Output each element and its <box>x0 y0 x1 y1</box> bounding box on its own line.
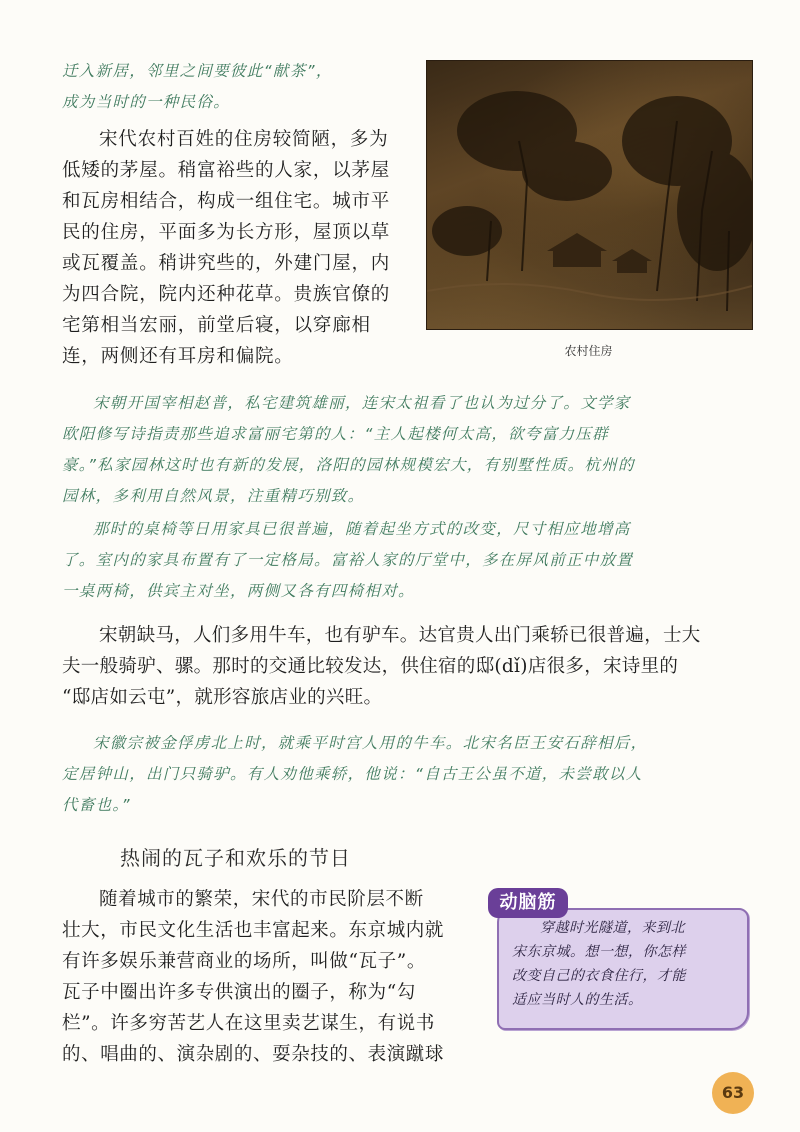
housing-line: 或瓦覆盖。稍讲究些的，外建门屋，内 <box>62 253 391 274</box>
note-line: 宋朝开国宰相赵普，私宅建筑雄丽，连宋太祖看了也认为过分了。文学家 <box>93 394 631 412</box>
note-mansion <box>62 388 752 512</box>
entertainment-line: 有许多娱乐兼营商业的场所，叫做“瓦子”。 <box>62 951 426 972</box>
landscape-painting-icon <box>427 61 752 329</box>
transport-line: 夫一般骑驴、骡。那时的交通比较发达，供住宿的邸(dǐ)店很多，宋诗里的 <box>62 656 679 677</box>
housing-line: 为四合院，院内还种花草。贵族官僚的 <box>62 284 391 305</box>
note-line: 豪。”私家园林这时也有新的发展，洛阳的园林规模宏大，有别墅性质。杭州的 <box>62 456 635 474</box>
transport-paragraph <box>62 620 762 713</box>
note-line: 那时的桌椅等日用家具已很普遍，随着起坐方式的改变，尺寸相应地增高 <box>93 520 631 538</box>
brain-teaser-text <box>512 916 734 1012</box>
teaser-line: 穿越时光隧道，来到北 <box>540 920 685 936</box>
landscape-painting-image <box>426 60 753 330</box>
section-title: 热闹的瓦子和欢乐的节日 <box>120 846 351 870</box>
page-number: 63 <box>712 1072 754 1114</box>
teaser-line: 宋东京城。想一想，你怎样 <box>512 944 686 960</box>
housing-line: 连，两侧还有耳房和偏院。 <box>62 346 294 367</box>
note-line: 园林，多利用自然风景，注重精巧别致。 <box>62 487 365 505</box>
brain-teaser-label: 动脑筋 <box>488 888 568 918</box>
entertainment-line: 随着城市的繁荣，宋代的市民阶层不断 <box>99 889 424 910</box>
entertainment-line: 瓦子中圈出许多专供演出的圈子，称为“勾 <box>62 982 416 1003</box>
note-furniture <box>62 514 752 607</box>
teaser-line: 改变自己的衣食住行，才能 <box>512 968 686 984</box>
housing-line: 和瓦房相结合，构成一组住宅。城市平 <box>62 191 391 212</box>
note-line: 宋徽宗被金俘虏北上时，就乘平时宫人用的牛车。北宋名臣王安石辞相后， <box>93 734 648 752</box>
entertainment-line: 壮大，市民文化生活也丰富起来。东京城内就 <box>62 920 445 941</box>
housing-line: 宅第相当宏丽，前堂后寝，以穿廊相 <box>62 315 371 336</box>
note-line: 定居钟山，出门只骑驴。有人劝他乘轿，他说：“自古王公虽不道，未尝敢以人 <box>62 765 643 783</box>
note-line: 代畜也。” <box>62 796 131 814</box>
housing-paragraph <box>62 124 422 372</box>
transport-line: 宋朝缺马，人们多用牛车，也有驴车。达官贵人出门乘轿已很普遍，士大 <box>99 625 701 646</box>
note-emperor <box>62 728 752 821</box>
top-note <box>62 56 412 118</box>
housing-line: 民的住房，平面多为长方形，屋顶以草 <box>62 222 391 243</box>
transport-line: “邸店如云屯”，就形容旅店业的兴旺。 <box>62 687 383 708</box>
note-line: 一桌两椅，供宾主对坐，两侧又各有四椅相对。 <box>62 582 415 600</box>
entertainment-paragraph <box>62 884 482 1070</box>
note-line: 了。室内的家具布置有了一定格局。富裕人家的厅堂中，多在屏风前正中放置 <box>62 551 634 569</box>
top-note-line: 成为当时的一种民俗。 <box>62 93 231 111</box>
entertainment-line: 的、唱曲的、演杂剧的、耍杂技的、表演蹴球 <box>62 1044 445 1065</box>
top-note-line: 迁入新居，邻里之间要彼此“献茶”， <box>62 62 333 80</box>
housing-line: 宋代农村百姓的住房较简陋，多为 <box>99 129 389 150</box>
entertainment-line: 栏”。许多穷苦艺人在这里卖艺谋生，有说书 <box>62 1013 435 1034</box>
figure-caption: 农村住房 <box>564 344 613 358</box>
note-line: 欧阳修写诗指责那些追求富丽宅第的人：“主人起楼何太高，欲夸富力压群 <box>62 425 609 443</box>
housing-line: 低矮的茅屋。稍富裕些的人家，以茅屋 <box>62 160 391 181</box>
teaser-line: 适应当时人的生活。 <box>512 992 643 1008</box>
